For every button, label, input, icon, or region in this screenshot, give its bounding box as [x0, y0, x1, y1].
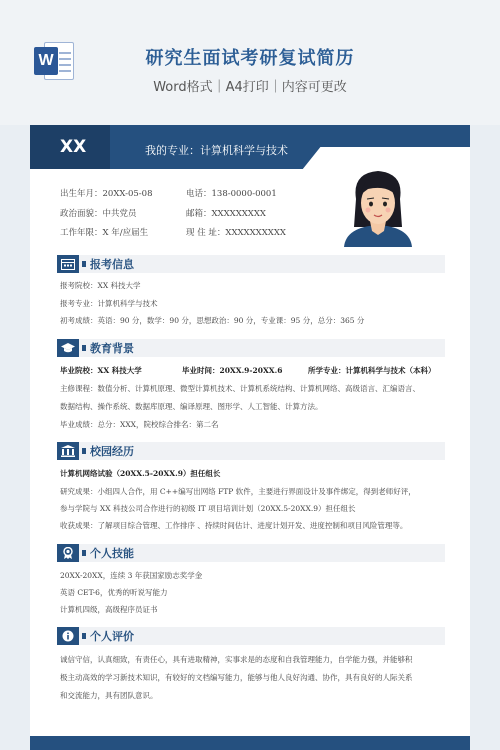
section-edu-title: 教育背景	[90, 342, 134, 355]
section-edu-header	[57, 339, 445, 357]
section-exam-title: 报考信息	[90, 258, 134, 271]
footer-bar	[30, 736, 470, 750]
skill-item-1: 20XX-20XX，连续 3 年获国家励志奖学金	[60, 571, 203, 580]
section-exam-header	[57, 255, 445, 273]
calendar-icon	[57, 255, 79, 273]
candidate-name: XX	[60, 137, 87, 157]
avatar	[338, 165, 418, 247]
eval-line-2: 极主动高效的学习新技术知识，有较好的文档编写能力，能够与他人良好沟通、协作，具有良好的人际关系	[60, 673, 413, 682]
birth-date: 出生年月：20XX-05-08	[60, 189, 153, 199]
campus-heading: 计算机网络试验（20XX.5-20XX.9）担任组长	[60, 469, 221, 478]
section-campus-header	[57, 442, 445, 460]
campus-line-2: 参与学院与 XX 科技公司合作进行的初级 IT 项目培训计划（20XX.5-20XX.9）担任组长	[60, 504, 356, 513]
edu-courses-1: 主修课程：数值分析、计算机原理、微型计算机技术、计算机系统结构、计算机网络、高级语言、汇编语言、	[60, 384, 420, 393]
skill-item-3: 计算机四级，高级程序员证书	[60, 605, 158, 614]
section-eval-header	[57, 627, 445, 645]
skill-item-2: 英语 CET-6，优秀的听说写能力	[60, 588, 168, 597]
exam-school: 报考院校：XX 科技大学	[60, 281, 141, 290]
edu-major: 所学专业：计算机科学与技术（本科）	[308, 366, 436, 375]
political-status: 政治面貌：中共党员	[60, 209, 137, 219]
graduation-cap-icon	[57, 339, 79, 357]
edu-courses-2: 数据结构、操作系统、数据库原理、编译原理、图形学、人工智能、计算方法。	[60, 402, 323, 411]
exam-major: 报考专业：计算机科学与技术	[60, 299, 158, 308]
work-years: 工作年限：X 年/应届生	[60, 228, 149, 238]
building-icon	[57, 442, 79, 460]
resume-page	[30, 125, 470, 750]
section-eval-title: 个人评价	[90, 630, 134, 643]
edu-grad-time: 毕业时间：20XX.9-20XX.6	[182, 366, 283, 375]
info-icon	[57, 627, 79, 645]
candidate-major: 我的专业：计算机科学与技术	[145, 144, 288, 157]
word-icon: W	[34, 42, 74, 80]
banner-title: 研究生面试考研复试简历	[145, 48, 355, 69]
exam-scores: 初考成绩：英语：90 分，数学：90 分，思想政治：90 分，专业课：95 分，总分：365 分	[60, 316, 365, 325]
eval-line-1: 诚信守信，认真细致，有责任心，具有进取精神，实事求是的态度和自我管理能力，自学能力强，并能够积	[60, 655, 413, 664]
email: 邮箱：XXXXXXXXX	[186, 209, 266, 219]
edu-school: 毕业院校：XX 科技大学	[60, 366, 142, 375]
address: 现 住 址：XXXXXXXXXX	[186, 228, 286, 238]
campus-line-3: 收获成果：了解项目综合管理、工作排序 、持续时间估计、进度计划开发、进度控制和项目风险管理等。	[60, 521, 408, 530]
section-skills-title: 个人技能	[90, 547, 134, 560]
top-banner	[0, 0, 500, 125]
edu-grade: 毕业成绩：总分：XXX，院校综合排名：第二名	[60, 420, 219, 429]
banner-subtitle: Word格式｜A4打印｜内容可更改	[153, 80, 347, 95]
section-campus-title: 校园经历	[90, 445, 134, 458]
campus-line-1: 研究成果：小组四人合作，用 C++编写出网络 FTP 软件，主要进行界面设计及事件绑定，得到老师好评，	[60, 487, 416, 496]
phone: 电话：138-0000-0001	[186, 189, 277, 199]
eval-line-3: 和交流能力，具有团队意识。	[60, 691, 158, 700]
section-skills-header	[57, 544, 445, 562]
award-icon	[57, 544, 79, 562]
